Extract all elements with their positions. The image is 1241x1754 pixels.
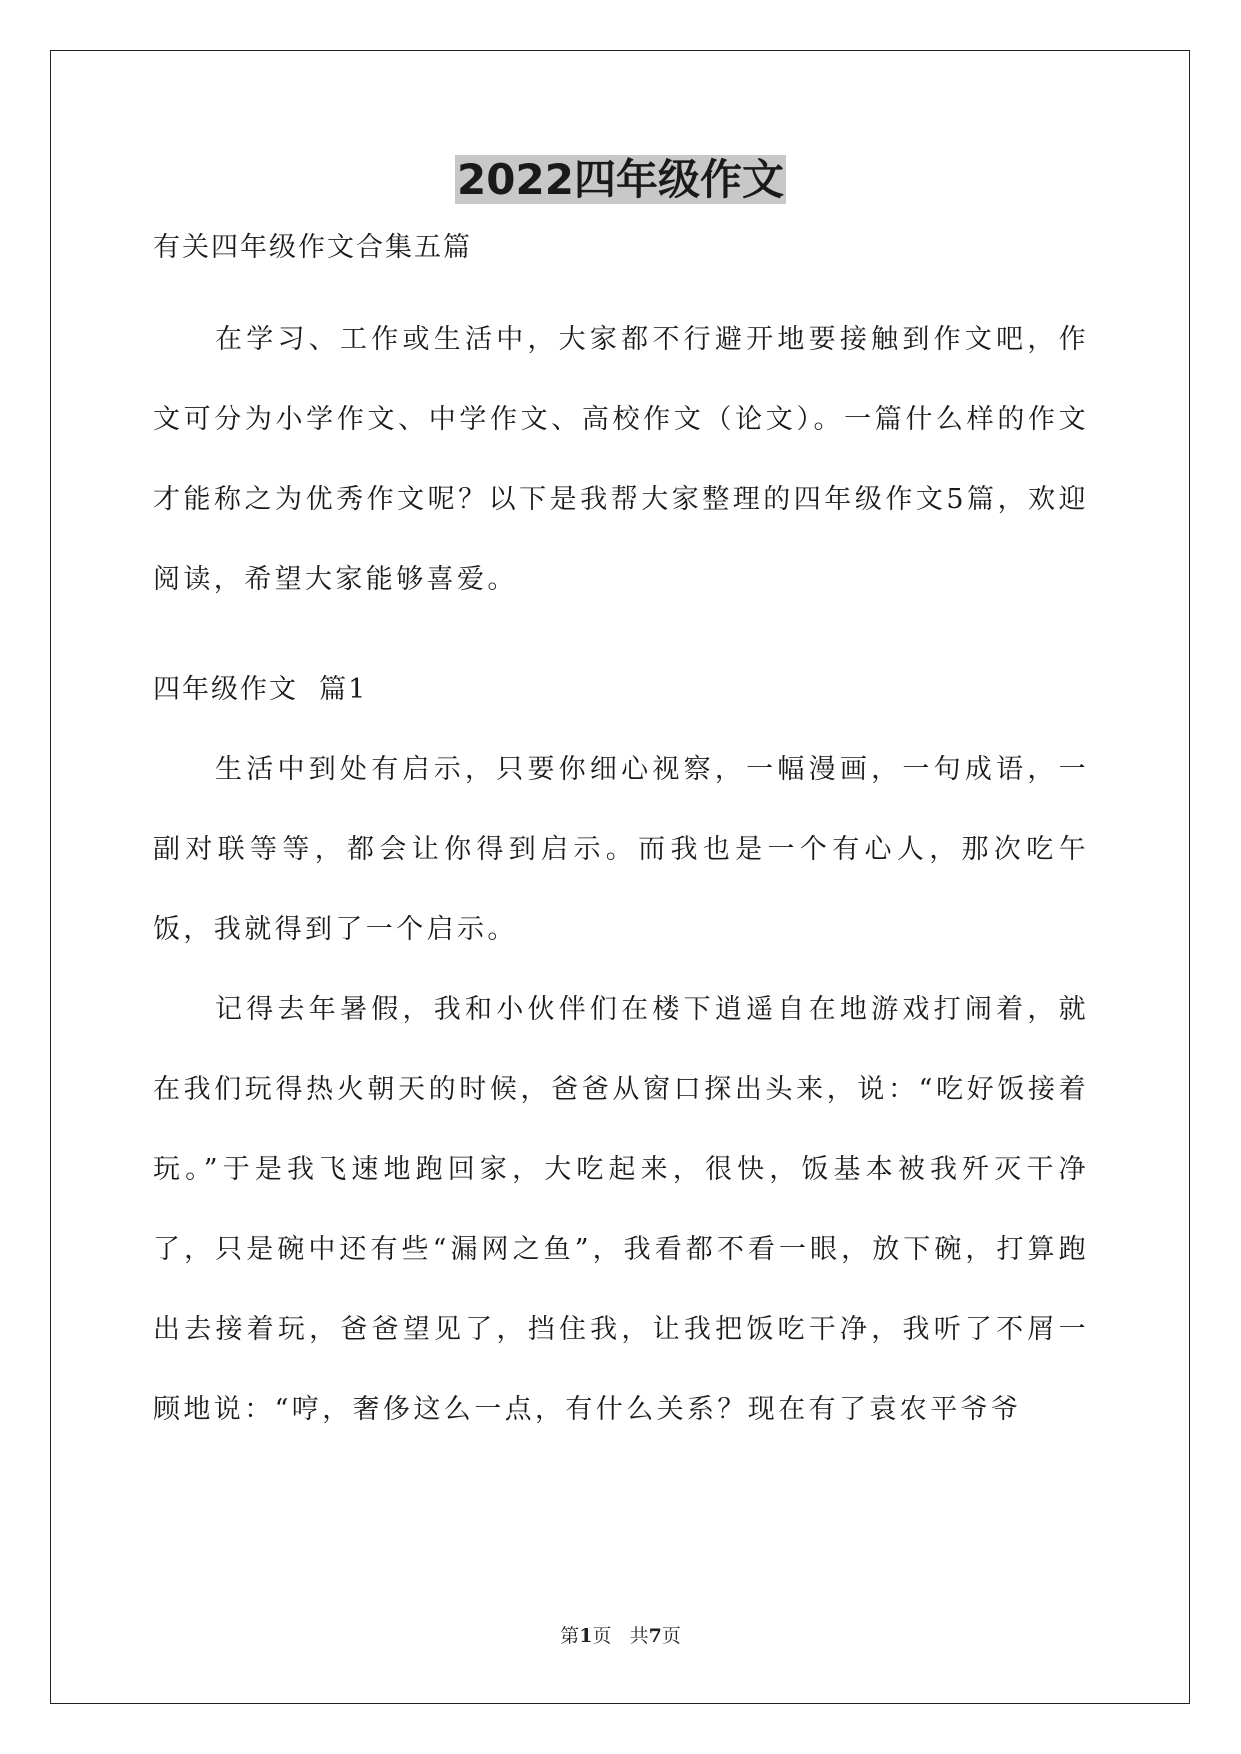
spacer — [153, 620, 1089, 670]
current-page-number: 1 — [579, 1625, 593, 1647]
total-label-prefix: 共 — [629, 1625, 649, 1647]
body-paragraph: 记得去年暑假，我和小伙伴们在楼下逍遥自在地游戏打闹着，就在我们玩得热火朝天的时候，爸爸从窗口探出头来，说：“吃好饭接着玩。”于是我飞速地跑回家，大吃起来，很快，饭基本被我歼灭干净了，只是碗中还有些“漏网之鱼”，我看都不看一眼，放下碗，打算跑出去接着玩，爸爸望见了，挡住我，让我把饭吃干净，我听了不屑一顾地说：“哼，奢侈这么一点，有什么关系？现在有了袁农平爷爷 — [153, 994, 1089, 1425]
total-label-suffix: 页 — [661, 1625, 681, 1647]
spacer — [153, 268, 1089, 300]
document-subtitle: 有关四年级作文合集五篇 — [153, 232, 472, 263]
section-heading: 四年级作文 篇1 — [153, 674, 368, 705]
document-title-text: 2022四年级作文 — [457, 155, 784, 204]
spacer — [153, 710, 1089, 730]
document-title — [0, 152, 1241, 208]
page-footer — [0, 1623, 1241, 1649]
body-paragraph: 生活中到处有启示，只要你细心视察，一幅漫画，一句成语，一副对联等等，都会让你得到启示。而我也是一个有心人，那次吃午饭，我就得到了一个启示。 — [153, 754, 1089, 945]
intro-paragraph: 在学习、工作或生活中，大家都不行避开地要接触到作文吧，作文可分为小学作文、中学作文、高校作文（论文）。一篇什么样的作文才能称之为优秀作文呢？以下是我帮大家整理的四年级作文5篇，欢迎阅读，希望大家能够喜爱。 — [153, 324, 1089, 595]
total-page-number: 7 — [648, 1625, 662, 1647]
page-label-prefix: 第 — [560, 1625, 580, 1647]
document-body — [153, 228, 1089, 1450]
page-label-suffix: 页 — [592, 1625, 612, 1647]
